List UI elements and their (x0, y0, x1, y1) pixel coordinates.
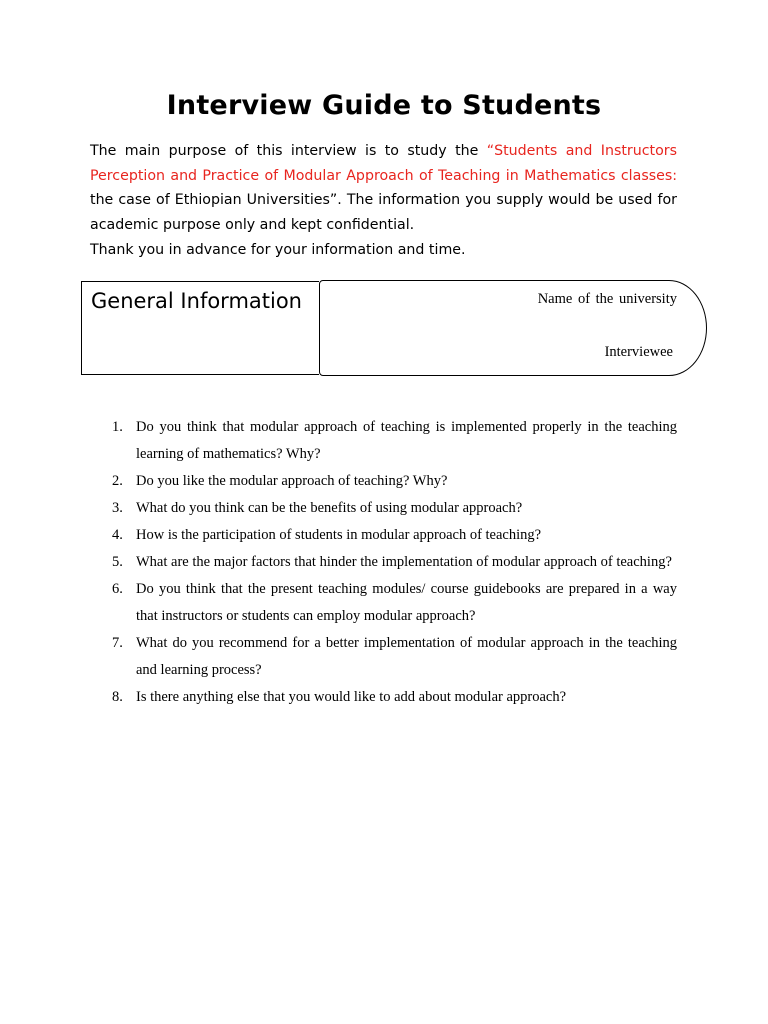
question-number: 4. (112, 527, 123, 543)
general-information-box (81, 280, 707, 376)
question-number: 3. (112, 500, 123, 516)
question-item (90, 630, 677, 684)
interviewee-field: Interviewee (604, 344, 673, 360)
intro-thanks: Thank you in advance for your information and time. (90, 241, 466, 258)
question-text: Do you think that modular approach of teaching is implemented properly in the teaching learning of mathematics? Why? (136, 419, 677, 462)
question-text: Do you like the modular approach of teaching? Why? (136, 473, 448, 489)
question-text: How is the participation of students in modular approach of teaching? (136, 527, 542, 543)
intro-purpose (90, 139, 677, 238)
question-text: Do you think that the present teaching modules/ course guidebooks are prepared in a way that instructors or students can employ modular approach? (136, 581, 677, 624)
respondent-details-cell (319, 280, 707, 376)
question-item (90, 684, 677, 711)
question-list (90, 414, 677, 711)
general-information-cell (81, 281, 319, 375)
question-item (90, 549, 677, 576)
study-title-highlight: “Students and Instructors Perception and Practice of Modular Approach of Teaching in Mathematics classes: (90, 143, 677, 184)
question-item (90, 468, 677, 495)
page-title: Interview Guide to Students (166, 90, 602, 121)
question-number: 8. (112, 689, 123, 705)
intro-paragraph (90, 139, 677, 263)
question-text: What are the major factors that hinder the implementation of modular approach of teaching? (136, 554, 672, 570)
question-item (90, 414, 677, 468)
question-number: 1. (112, 419, 123, 435)
intro-text-before: The main purpose of this interview is to study the (90, 143, 487, 159)
question-text: What do you recommend for a better implementation of modular approach in the teaching and learning process? (136, 635, 677, 678)
question-number: 2. (112, 473, 123, 489)
question-item (90, 495, 677, 522)
question-number: 6. (112, 581, 123, 597)
question-text: Is there anything else that you would like to add about modular approach? (136, 689, 567, 705)
question-item (90, 522, 677, 549)
question-number: 5. (112, 554, 123, 570)
university-name-field: Name of the university (537, 291, 677, 307)
intro-text-after: the case of Ethiopian Universities”. The information you supply would be used for academic purpose only and kept confidential. (90, 192, 677, 234)
general-information-label: General Information (91, 289, 302, 313)
question-number: 7. (112, 635, 123, 651)
question-text: What do you think can be the benefits of using modular approach? (136, 500, 523, 516)
question-item (90, 576, 677, 630)
